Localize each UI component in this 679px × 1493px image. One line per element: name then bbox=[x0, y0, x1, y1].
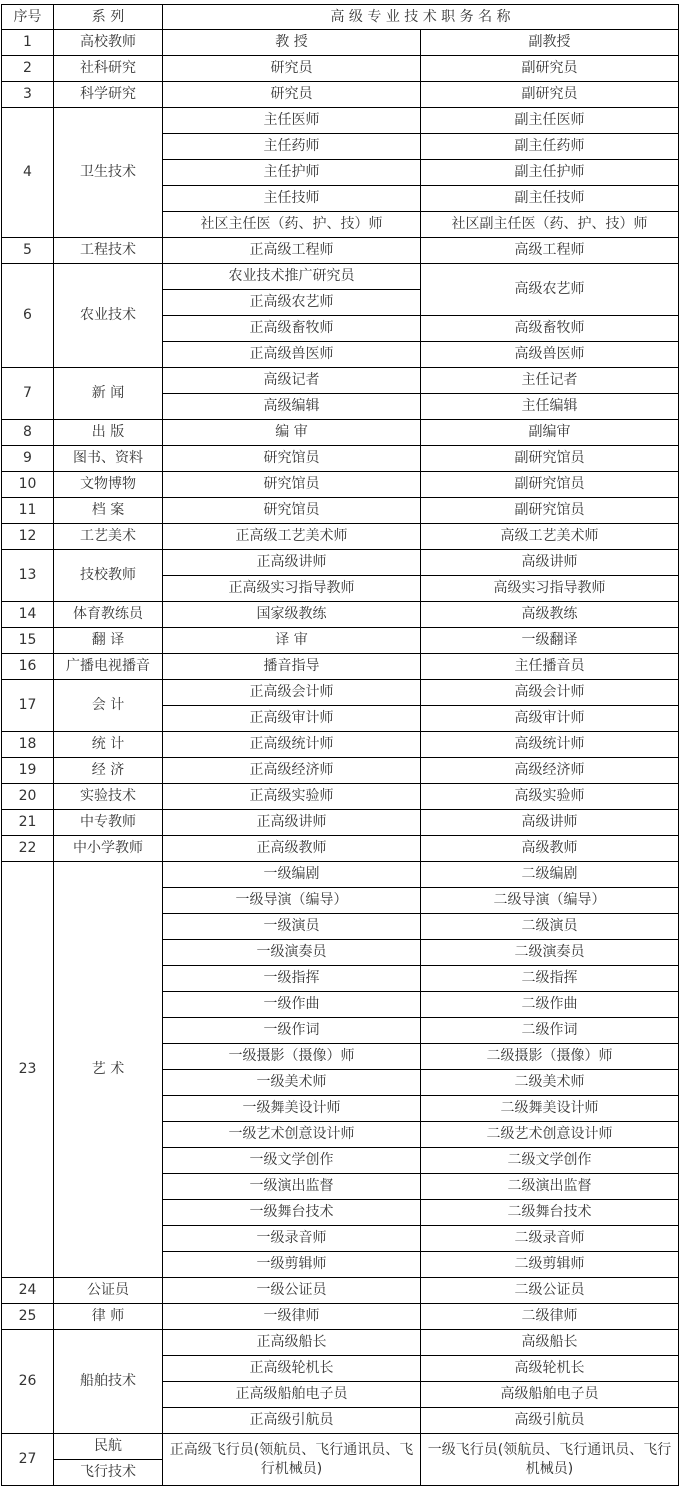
associate-title: 高级工程师 bbox=[421, 238, 679, 264]
senior-title: 正高级轮机长 bbox=[163, 1356, 421, 1382]
senior-title: 国家级教练 bbox=[163, 602, 421, 628]
row-series: 广播电视播音 bbox=[54, 654, 163, 680]
row-series: 工程技术 bbox=[54, 238, 163, 264]
row-number: 19 bbox=[2, 758, 54, 784]
senior-title: 译 审 bbox=[163, 628, 421, 654]
professional-titles-table bbox=[1, 4, 679, 1486]
row-series: 中小学教师 bbox=[54, 836, 163, 862]
senior-title: 一级文学创作 bbox=[163, 1148, 421, 1174]
header-series: 系 列 bbox=[54, 5, 163, 30]
table-row bbox=[2, 1304, 679, 1330]
senior-title: 正高级统计师 bbox=[163, 732, 421, 758]
table-row bbox=[2, 758, 679, 784]
row-series: 船舶技术 bbox=[54, 1330, 163, 1434]
row-series: 中专教师 bbox=[54, 810, 163, 836]
row-number: 6 bbox=[2, 264, 54, 368]
senior-title: 一级公证员 bbox=[163, 1278, 421, 1304]
senior-title: 一级编剧 bbox=[163, 862, 421, 888]
associate-title: 二级演员 bbox=[421, 914, 679, 940]
senior-title: 一级演奏员 bbox=[163, 940, 421, 966]
senior-title: 研究馆员 bbox=[163, 446, 421, 472]
row-series: 工艺美术 bbox=[54, 524, 163, 550]
row-series: 实验技术 bbox=[54, 784, 163, 810]
senior-title: 一级艺术创意设计师 bbox=[163, 1122, 421, 1148]
associate-title: 副研究员 bbox=[421, 56, 679, 82]
senior-title: 研究员 bbox=[163, 56, 421, 82]
row-number: 17 bbox=[2, 680, 54, 732]
row-number: 10 bbox=[2, 472, 54, 498]
table-row bbox=[2, 654, 679, 680]
associate-title: 二级作曲 bbox=[421, 992, 679, 1018]
associate-title: 副教授 bbox=[421, 30, 679, 56]
senior-title: 主任护师 bbox=[163, 160, 421, 186]
senior-title: 主任药师 bbox=[163, 134, 421, 160]
senior-title: 一级舞台技术 bbox=[163, 1200, 421, 1226]
senior-title: 正高级经济师 bbox=[163, 758, 421, 784]
senior-title: 正高级船舶电子员 bbox=[163, 1382, 421, 1408]
senior-title: 一级剪辑师 bbox=[163, 1252, 421, 1278]
senior-title: 正高级教师 bbox=[163, 836, 421, 862]
row-series: 律 师 bbox=[54, 1304, 163, 1330]
row-number: 22 bbox=[2, 836, 54, 862]
senior-title: 一级作词 bbox=[163, 1018, 421, 1044]
associate-title: 高级统计师 bbox=[421, 732, 679, 758]
table-row bbox=[2, 108, 679, 134]
associate-title: 副主任护师 bbox=[421, 160, 679, 186]
associate-title: 副主任技师 bbox=[421, 186, 679, 212]
senior-title: 正高级讲师 bbox=[163, 810, 421, 836]
associate-title: 高级农艺师 bbox=[421, 264, 679, 316]
row-series: 艺 术 bbox=[54, 862, 163, 1278]
table-row bbox=[2, 550, 679, 576]
row-number: 18 bbox=[2, 732, 54, 758]
row-number: 11 bbox=[2, 498, 54, 524]
table-body bbox=[2, 5, 679, 1486]
row-series-line2: 飞行技术 bbox=[54, 1460, 163, 1486]
associate-title: 二级艺术创意设计师 bbox=[421, 1122, 679, 1148]
row-series: 统 计 bbox=[54, 732, 163, 758]
header-no: 序号 bbox=[2, 5, 54, 30]
table-row bbox=[2, 472, 679, 498]
row-number: 2 bbox=[2, 56, 54, 82]
row-number: 9 bbox=[2, 446, 54, 472]
senior-title: 一级律师 bbox=[163, 1304, 421, 1330]
table-row bbox=[2, 784, 679, 810]
row-number: 4 bbox=[2, 108, 54, 238]
senior-title: 正高级兽医师 bbox=[163, 342, 421, 368]
senior-title: 播音指导 bbox=[163, 654, 421, 680]
senior-title: 研究员 bbox=[163, 82, 421, 108]
header-title: 高 级 专 业 技 术 职 务 名 称 bbox=[163, 5, 679, 30]
associate-title: 高级船长 bbox=[421, 1330, 679, 1356]
associate-title: 二级舞台技术 bbox=[421, 1200, 679, 1226]
associate-title: 高级兽医师 bbox=[421, 342, 679, 368]
senior-title: 正高级实习指导教师 bbox=[163, 576, 421, 602]
row-number: 15 bbox=[2, 628, 54, 654]
row-number: 1 bbox=[2, 30, 54, 56]
associate-title: 二级演奏员 bbox=[421, 940, 679, 966]
senior-title: 正高级讲师 bbox=[163, 550, 421, 576]
table-row bbox=[2, 680, 679, 706]
row-series-line1: 民航 bbox=[54, 1434, 163, 1460]
associate-title: 副主任医师 bbox=[421, 108, 679, 134]
senior-title: 一级指挥 bbox=[163, 966, 421, 992]
associate-title: 高级审计师 bbox=[421, 706, 679, 732]
associate-title: 高级教练 bbox=[421, 602, 679, 628]
row-series: 会 计 bbox=[54, 680, 163, 732]
table-row bbox=[2, 498, 679, 524]
associate-title: 二级导演（编导） bbox=[421, 888, 679, 914]
associate-title: 二级录音师 bbox=[421, 1226, 679, 1252]
table-row bbox=[2, 732, 679, 758]
table-row bbox=[2, 1434, 679, 1460]
associate-title: 高级教师 bbox=[421, 836, 679, 862]
senior-title: 正高级会计师 bbox=[163, 680, 421, 706]
senior-title: 一级导演（编导） bbox=[163, 888, 421, 914]
table-row bbox=[2, 368, 679, 394]
row-series: 文物博物 bbox=[54, 472, 163, 498]
senior-title: 研究馆员 bbox=[163, 498, 421, 524]
table-row bbox=[2, 446, 679, 472]
row-number: 25 bbox=[2, 1304, 54, 1330]
senior-title: 社区主任医（药、护、技）师 bbox=[163, 212, 421, 238]
associate-title: 高级轮机长 bbox=[421, 1356, 679, 1382]
associate-title: 高级实验师 bbox=[421, 784, 679, 810]
associate-title: 二级演出监督 bbox=[421, 1174, 679, 1200]
row-series: 技校教师 bbox=[54, 550, 163, 602]
row-series: 新 闻 bbox=[54, 368, 163, 420]
senior-title: 正高级农艺师 bbox=[163, 290, 421, 316]
row-number: 23 bbox=[2, 862, 54, 1278]
table-row bbox=[2, 56, 679, 82]
table-row bbox=[2, 30, 679, 56]
associate-title: 高级讲师 bbox=[421, 810, 679, 836]
senior-title: 一级录音师 bbox=[163, 1226, 421, 1252]
associate-title: 副研究馆员 bbox=[421, 446, 679, 472]
associate-title: 高级实习指导教师 bbox=[421, 576, 679, 602]
row-series: 经 济 bbox=[54, 758, 163, 784]
senior-title: 教 授 bbox=[163, 30, 421, 56]
row-number: 21 bbox=[2, 810, 54, 836]
table-row bbox=[2, 524, 679, 550]
row-series: 高校教师 bbox=[54, 30, 163, 56]
row-number: 8 bbox=[2, 420, 54, 446]
associate-title: 副主任药师 bbox=[421, 134, 679, 160]
table-row bbox=[2, 1278, 679, 1304]
row-series: 翻 译 bbox=[54, 628, 163, 654]
associate-title: 二级指挥 bbox=[421, 966, 679, 992]
senior-title: 编 审 bbox=[163, 420, 421, 446]
senior-title: 正高级实验师 bbox=[163, 784, 421, 810]
senior-title: 正高级工艺美术师 bbox=[163, 524, 421, 550]
row-number: 12 bbox=[2, 524, 54, 550]
row-series: 农业技术 bbox=[54, 264, 163, 368]
row-number: 7 bbox=[2, 368, 54, 420]
senior-title: 高级编辑 bbox=[163, 394, 421, 420]
associate-title: 二级美术师 bbox=[421, 1070, 679, 1096]
associate-title: 二级舞美设计师 bbox=[421, 1096, 679, 1122]
table-row bbox=[2, 264, 679, 290]
senior-title: 一级摄影（摄像）师 bbox=[163, 1044, 421, 1070]
table-row bbox=[2, 1330, 679, 1356]
row-series: 公证员 bbox=[54, 1278, 163, 1304]
row-series: 体育教练员 bbox=[54, 602, 163, 628]
associate-title: 一级飞行员(领航员、飞行通讯员、飞行机械员) bbox=[421, 1434, 679, 1486]
table-row bbox=[2, 810, 679, 836]
associate-title: 主任编辑 bbox=[421, 394, 679, 420]
senior-title: 一级舞美设计师 bbox=[163, 1096, 421, 1122]
senior-title: 研究馆员 bbox=[163, 472, 421, 498]
table-row bbox=[2, 602, 679, 628]
senior-title: 高级记者 bbox=[163, 368, 421, 394]
associate-title: 高级畜牧师 bbox=[421, 316, 679, 342]
senior-title: 一级美术师 bbox=[163, 1070, 421, 1096]
associate-title: 二级律师 bbox=[421, 1304, 679, 1330]
senior-title: 主任医师 bbox=[163, 108, 421, 134]
associate-title: 高级船舶电子员 bbox=[421, 1382, 679, 1408]
associate-title: 副研究馆员 bbox=[421, 498, 679, 524]
senior-title: 正高级审计师 bbox=[163, 706, 421, 732]
associate-title: 二级编剧 bbox=[421, 862, 679, 888]
senior-title: 主任技师 bbox=[163, 186, 421, 212]
senior-title: 一级作曲 bbox=[163, 992, 421, 1018]
row-number: 24 bbox=[2, 1278, 54, 1304]
associate-title: 高级引航员 bbox=[421, 1408, 679, 1434]
associate-title: 一级翻译 bbox=[421, 628, 679, 654]
row-number: 14 bbox=[2, 602, 54, 628]
senior-title: 正高级工程师 bbox=[163, 238, 421, 264]
associate-title: 副研究馆员 bbox=[421, 472, 679, 498]
senior-title: 一级演出监督 bbox=[163, 1174, 421, 1200]
header-row bbox=[2, 5, 679, 30]
senior-title: 正高级飞行员(领航员、飞行通讯员、飞行机械员) bbox=[163, 1434, 421, 1486]
associate-title: 高级经济师 bbox=[421, 758, 679, 784]
row-number: 13 bbox=[2, 550, 54, 602]
row-series: 出 版 bbox=[54, 420, 163, 446]
senior-title: 正高级畜牧师 bbox=[163, 316, 421, 342]
senior-title: 正高级船长 bbox=[163, 1330, 421, 1356]
senior-title: 正高级引航员 bbox=[163, 1408, 421, 1434]
table-row bbox=[2, 82, 679, 108]
associate-title: 二级摄影（摄像）师 bbox=[421, 1044, 679, 1070]
row-number: 20 bbox=[2, 784, 54, 810]
associate-title: 二级剪辑师 bbox=[421, 1252, 679, 1278]
row-series: 科学研究 bbox=[54, 82, 163, 108]
row-series: 卫生技术 bbox=[54, 108, 163, 238]
row-number: 3 bbox=[2, 82, 54, 108]
table-row bbox=[2, 862, 679, 888]
associate-title: 主任播音员 bbox=[421, 654, 679, 680]
associate-title: 副编审 bbox=[421, 420, 679, 446]
row-number: 5 bbox=[2, 238, 54, 264]
table-row bbox=[2, 238, 679, 264]
table-row bbox=[2, 628, 679, 654]
senior-title: 一级演员 bbox=[163, 914, 421, 940]
associate-title: 高级讲师 bbox=[421, 550, 679, 576]
associate-title: 高级工艺美术师 bbox=[421, 524, 679, 550]
associate-title: 二级公证员 bbox=[421, 1278, 679, 1304]
associate-title: 高级会计师 bbox=[421, 680, 679, 706]
row-series: 图书、资料 bbox=[54, 446, 163, 472]
table-row bbox=[2, 836, 679, 862]
associate-title: 主任记者 bbox=[421, 368, 679, 394]
senior-title: 农业技术推广研究员 bbox=[163, 264, 421, 290]
row-number: 26 bbox=[2, 1330, 54, 1434]
table-row bbox=[2, 420, 679, 446]
associate-title: 社区副主任医（药、护、技）师 bbox=[421, 212, 679, 238]
associate-title: 二级作词 bbox=[421, 1018, 679, 1044]
row-series: 档 案 bbox=[54, 498, 163, 524]
row-number: 27 bbox=[2, 1434, 54, 1486]
row-number: 16 bbox=[2, 654, 54, 680]
associate-title: 副研究员 bbox=[421, 82, 679, 108]
row-series: 社科研究 bbox=[54, 56, 163, 82]
associate-title: 二级文学创作 bbox=[421, 1148, 679, 1174]
